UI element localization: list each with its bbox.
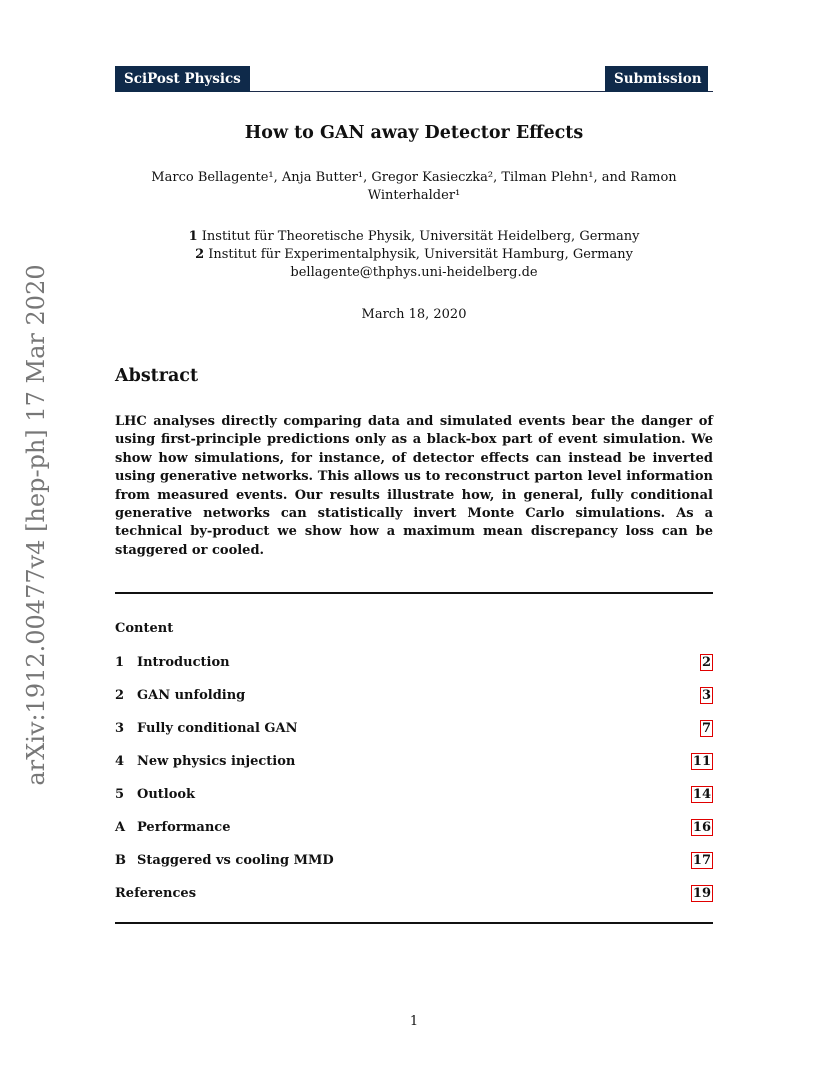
toc-title[interactable]: Performance <box>137 820 231 835</box>
toc-entry[interactable] <box>115 688 713 706</box>
toc-page-link[interactable]: 16 <box>692 820 711 835</box>
toc-page-link[interactable]: 17 <box>692 853 711 868</box>
author-list <box>140 169 688 205</box>
affiliation-text: Institut für Theoretische Physik, Universität Heidelberg, Germany <box>201 229 640 244</box>
page-number: 1 <box>409 1014 419 1029</box>
email-address: bellagente@thphys.uni-heidelberg.de <box>290 265 538 280</box>
toc-entry[interactable] <box>115 886 713 904</box>
toc-entry[interactable] <box>115 655 713 673</box>
toc-number: 1 <box>115 655 125 670</box>
toc-number: 5 <box>115 787 125 802</box>
abstract-text: LHC analyses directly comparing data and simulated events bear the danger of using first-principle predictions only as a black-box part of event simulation. We show how simulations, for instance, of detector effects can instead be inverted using generative networks. This allows us to reconstruct parton level information from measured events. Our results illustrate how, in general, fully conditional generative networks can statistically invert Monte Carlo simulations. As a technical by-product we show how a maximum mean discrepancy loss can be staggered or cooled. <box>115 414 713 558</box>
toc-page-link[interactable]: 19 <box>692 886 711 901</box>
abstract-heading: Abstract <box>115 366 199 386</box>
affiliation-number: 2 <box>195 247 205 262</box>
section-rule-bottom <box>115 922 713 924</box>
toc-title[interactable]: New physics injection <box>137 754 296 769</box>
toc-page-link[interactable]: 11 <box>692 754 711 769</box>
toc-entry[interactable] <box>115 787 713 805</box>
toc-entry[interactable] <box>115 754 713 772</box>
toc-entry[interactable] <box>115 721 713 739</box>
affiliation-1 <box>115 229 713 244</box>
toc-entry[interactable] <box>115 853 713 871</box>
authors-line-2: Winterhalder¹ <box>367 188 461 203</box>
toc-entry[interactable] <box>115 820 713 838</box>
toc-heading: Content <box>115 621 174 636</box>
submission-badge: Submission <box>605 66 708 92</box>
paper-date: March 18, 2020 <box>361 307 467 322</box>
affiliation-text: Institut für Experimentalphysik, Universität Hamburg, Germany <box>208 247 633 262</box>
paper-title: How to GAN away Detector Effects <box>244 123 584 143</box>
toc-number: 4 <box>115 754 125 769</box>
authors-line-1: Marco Bellagente¹, Anja Butter¹, Gregor Kasieczka², Tilman Plehn¹, and Ramon <box>151 170 677 185</box>
toc-page-link[interactable]: 2 <box>701 655 711 670</box>
arxiv-stamp-text: arXiv:1912.00477v4 [hep-ph] 17 Mar 2020 <box>22 264 50 786</box>
toc-page-link[interactable]: 14 <box>692 787 711 802</box>
toc-number: 2 <box>115 688 125 703</box>
toc-title[interactable]: References <box>115 886 197 901</box>
toc-number: A <box>115 820 126 835</box>
toc-title[interactable]: Introduction <box>137 655 230 670</box>
journal-badge: SciPost Physics <box>115 66 250 92</box>
toc-page-link[interactable]: 3 <box>701 688 711 703</box>
toc-page-link[interactable]: 7 <box>701 721 711 736</box>
toc-number: B <box>115 853 126 868</box>
affiliation-2 <box>115 247 713 262</box>
toc-title[interactable]: Outlook <box>137 787 196 802</box>
section-rule-top <box>115 592 713 594</box>
affiliation-number: 1 <box>188 229 198 244</box>
toc-title[interactable]: GAN unfolding <box>137 688 246 703</box>
toc-number: 3 <box>115 721 125 736</box>
toc-title[interactable]: Staggered vs cooling MMD <box>137 853 334 868</box>
toc-title[interactable]: Fully conditional GAN <box>137 721 298 736</box>
